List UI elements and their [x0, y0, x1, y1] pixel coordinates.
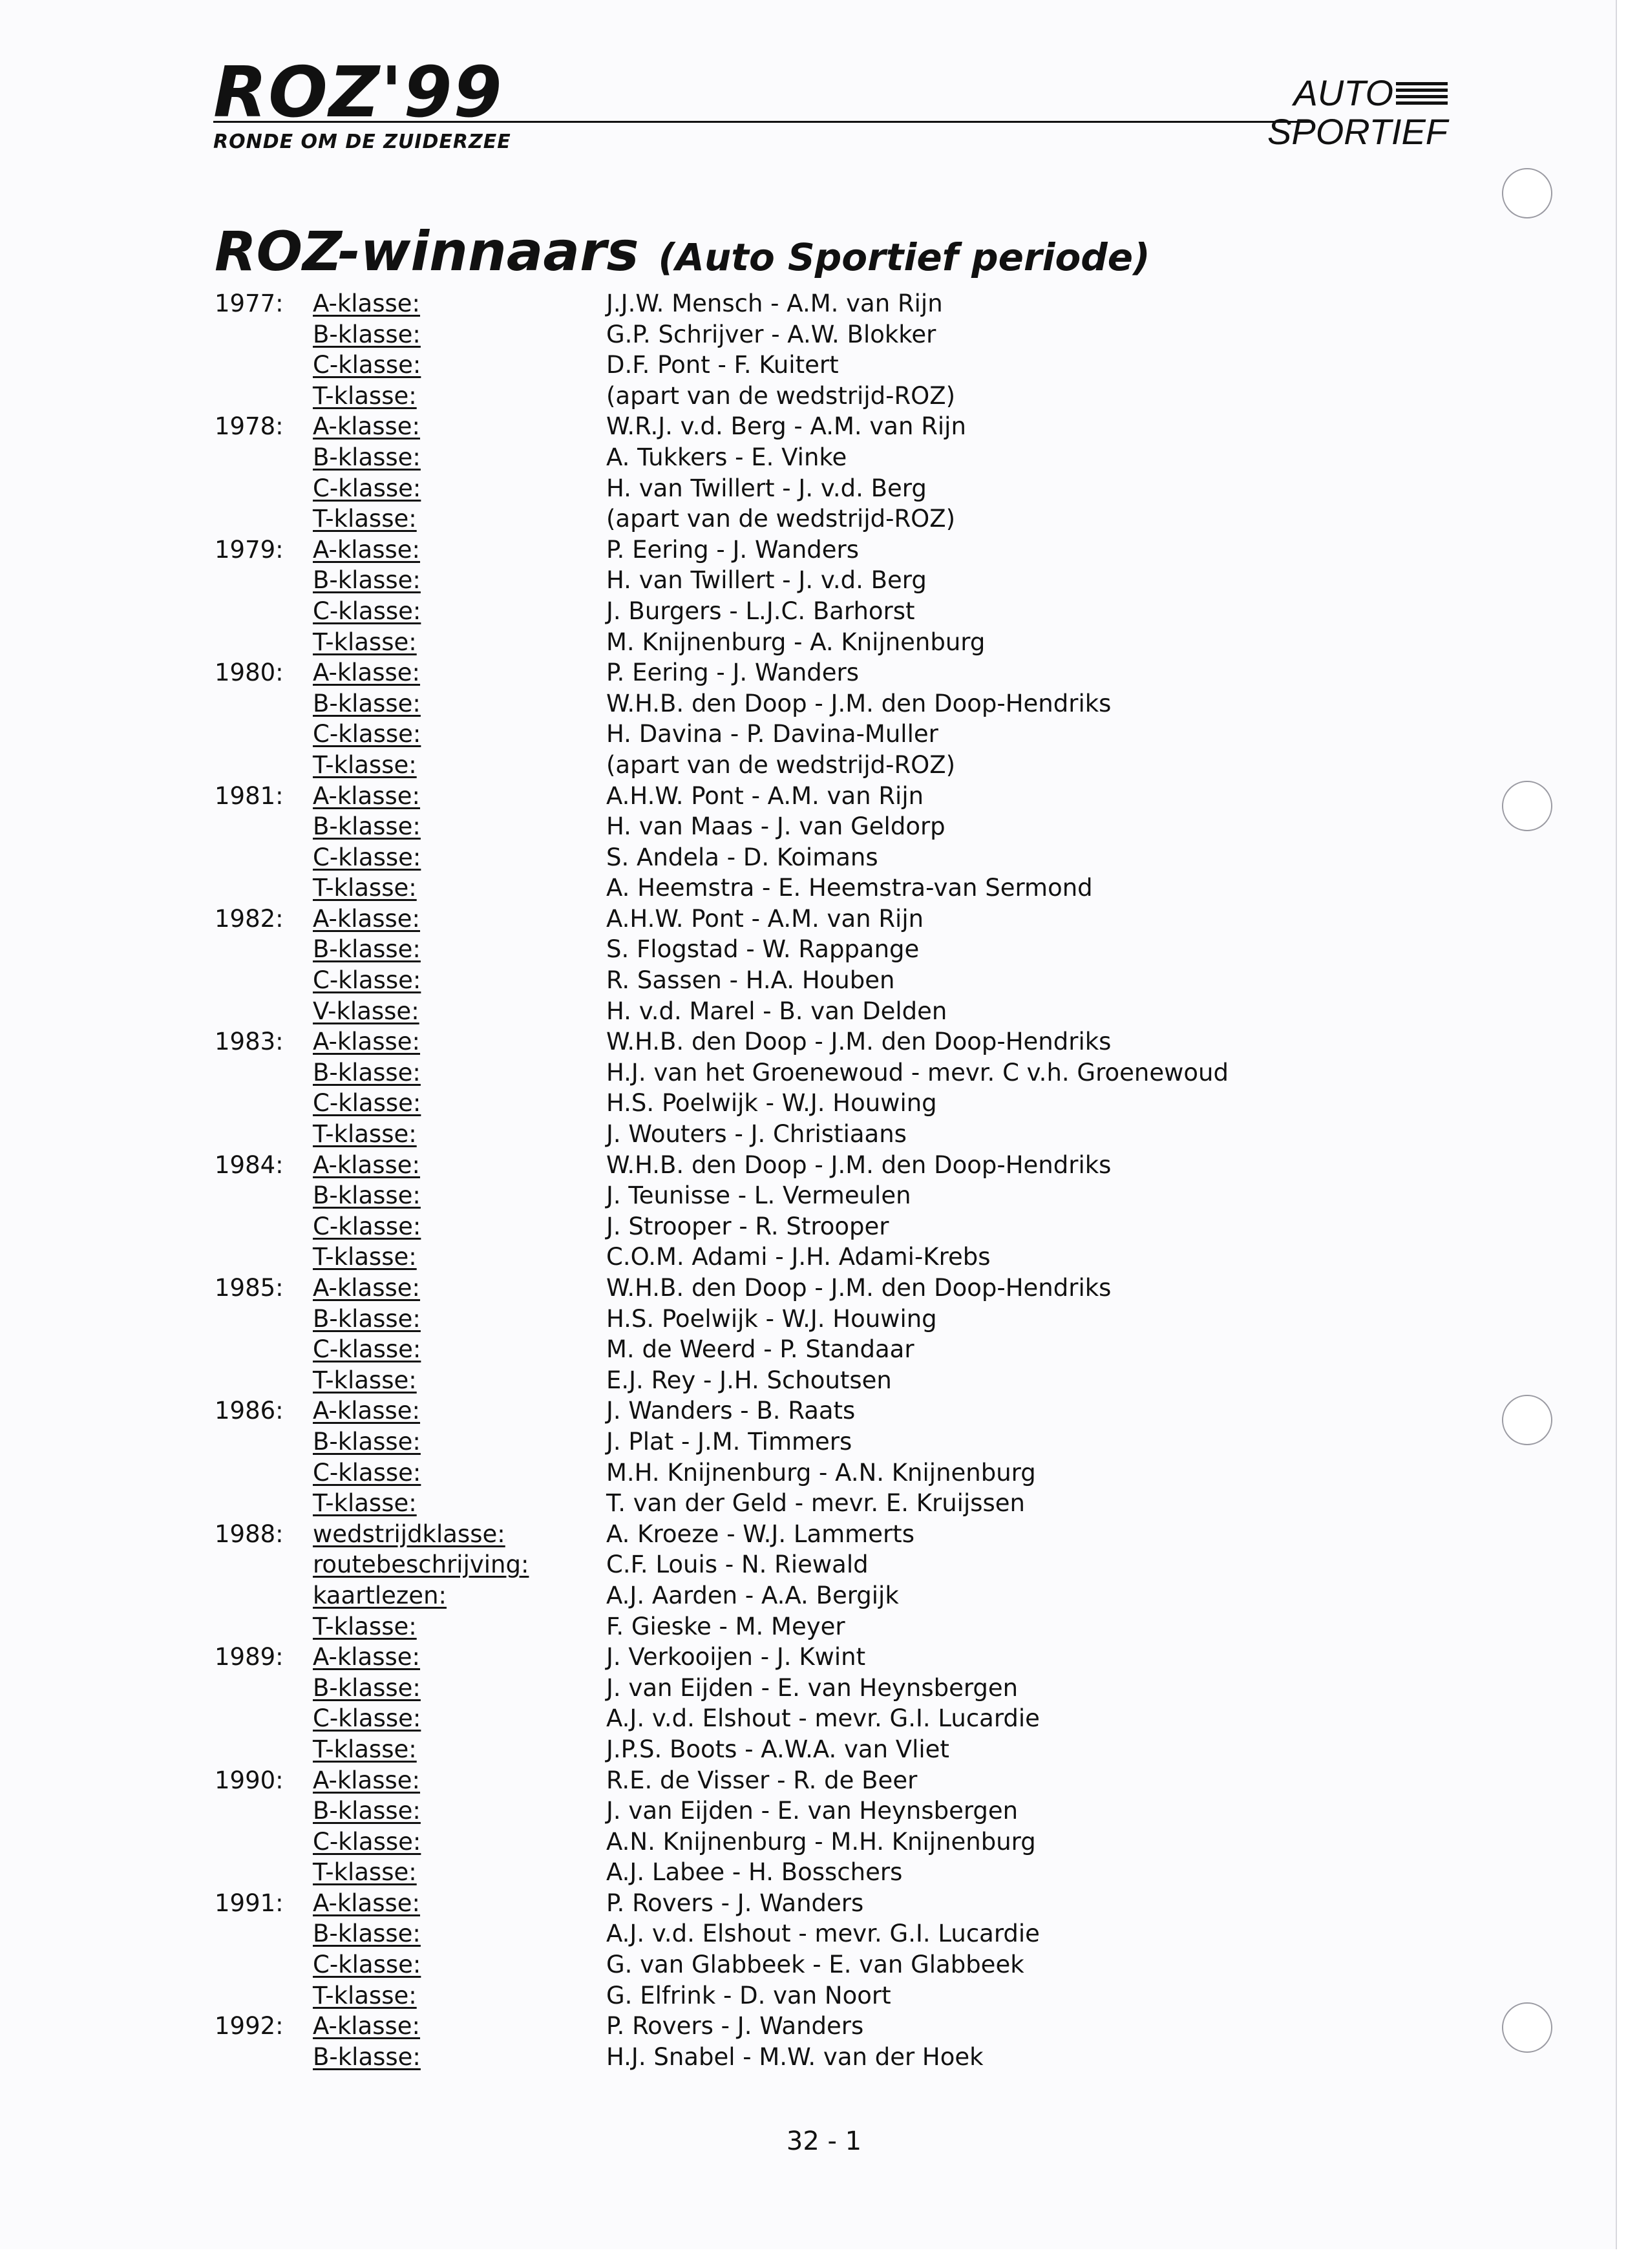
year-label: 1979:	[215, 535, 284, 564]
winner-row	[215, 1519, 1378, 1550]
class-label: B-klasse:	[313, 812, 421, 841]
class-label: T-klasse:	[313, 1612, 417, 1640]
winner-names: H.J. Snabel - M.W. van der Hoek	[606, 2042, 984, 2071]
class-label: A-klasse:	[313, 2012, 421, 2040]
class-label: C-klasse:	[313, 1089, 421, 1118]
class-label: T-klasse:	[313, 1120, 417, 1149]
class-label: T-klasse:	[313, 1858, 417, 1887]
winner-row	[215, 1119, 1378, 1150]
class-label: T-klasse:	[313, 1366, 417, 1394]
winner-row	[215, 1888, 1378, 1919]
winner-names: A.J. Labee - H. Bosschers	[606, 1858, 903, 1887]
class-label: T-klasse:	[313, 628, 417, 656]
winner-names: A.J. v.d. Elshout - mevr. G.I. Lucardie	[606, 1920, 1040, 1948]
winner-row	[215, 1611, 1378, 1642]
class-label: C-klasse:	[313, 1212, 421, 1240]
year-label: 1990:	[215, 1766, 284, 1794]
winner-row	[215, 1673, 1378, 1704]
winner-row	[215, 1365, 1378, 1396]
winner-names: P. Rovers - J. Wanders	[606, 1889, 864, 1917]
winner-names: H. van Maas - J. van Geldorp	[606, 812, 945, 841]
winner-row	[215, 1457, 1378, 1489]
winner-row	[215, 1980, 1378, 2011]
winner-names: T. van der Geld - mevr. E. Kruijssen	[606, 1489, 1026, 1518]
winner-row	[215, 2042, 1378, 2073]
winner-names: M.H. Knijnenburg - A.N. Knijnenburg	[606, 1458, 1036, 1487]
winner-row	[215, 996, 1378, 1027]
class-label: A-klasse:	[313, 1028, 421, 1056]
winner-row	[215, 1088, 1378, 1119]
winner-row	[215, 1242, 1378, 1273]
class-label: C-klasse:	[313, 597, 421, 625]
winner-names: (apart van de wedstrijd-ROZ)	[606, 750, 956, 779]
class-label: C-klasse:	[313, 1827, 421, 1856]
class-label: C-klasse:	[313, 1335, 421, 1364]
winner-row	[215, 565, 1378, 596]
class-label: T-klasse:	[313, 1243, 417, 1271]
winner-row	[215, 381, 1378, 412]
winner-names: R. Sassen - H.A. Houben	[606, 966, 895, 995]
class-label: C-klasse:	[313, 966, 421, 995]
winner-names: H. van Twillert - J. v.d. Berg	[606, 474, 927, 502]
class-label: C-klasse:	[313, 351, 421, 379]
winner-names: H.J. van het Groenewoud - mevr. C v.h. Groenewoud	[606, 1058, 1229, 1086]
class-label: T-klasse:	[313, 874, 417, 902]
class-label: B-klasse:	[313, 1427, 421, 1456]
winner-row	[215, 1796, 1378, 1827]
winner-names: P. Eering - J. Wanders	[606, 659, 860, 687]
winner-names: M. de Weerd - P. Standaar	[606, 1335, 914, 1364]
winner-row	[215, 503, 1378, 535]
winner-row	[215, 719, 1378, 750]
winner-row	[215, 1211, 1378, 1242]
winner-names: A. Tukkers - E. Vinke	[606, 443, 847, 471]
winner-names: G. van Glabbeek - E. van Glabbeek	[606, 1951, 1024, 1979]
class-label: B-klasse:	[313, 443, 421, 471]
winner-row	[215, 288, 1378, 319]
class-label: T-klasse:	[313, 1735, 417, 1763]
winner-names: A.J. Aarden - A.A. Bergijk	[606, 1581, 899, 1609]
year-label: 1986:	[215, 1397, 284, 1425]
winner-row	[215, 1949, 1378, 1980]
winner-row	[215, 1918, 1378, 1949]
winner-names: P. Eering - J. Wanders	[606, 535, 860, 564]
header-rule	[213, 121, 1312, 123]
class-label: A-klasse:	[313, 904, 421, 933]
winner-names: A.J. v.d. Elshout - mevr. G.I. Lucardie	[606, 1704, 1040, 1733]
winner-row	[215, 535, 1378, 566]
year-label: 1980:	[215, 659, 284, 687]
class-label: B-klasse:	[313, 1673, 421, 1702]
roz-logo: ROZ'99	[213, 52, 503, 133]
class-label: routebeschrijving:	[313, 1551, 529, 1579]
class-label: B-klasse:	[313, 935, 421, 964]
class-label: B-klasse:	[313, 566, 421, 595]
winner-names: A.N. Knijnenburg - M.H. Knijnenburg	[606, 1827, 1036, 1856]
winner-row	[215, 1827, 1378, 1858]
winner-names: P. Rovers - J. Wanders	[606, 2012, 864, 2040]
winner-row	[215, 442, 1378, 473]
winner-names: (apart van de wedstrijd-ROZ)	[606, 381, 956, 410]
winner-row	[215, 596, 1378, 627]
winner-names: R.E. de Visser - R. de Beer	[606, 1766, 918, 1794]
class-label: A-klasse:	[313, 412, 421, 441]
class-label: A-klasse:	[313, 1889, 421, 1917]
class-label: C-klasse:	[313, 720, 421, 748]
winner-row	[215, 1057, 1378, 1088]
winner-row	[215, 1395, 1378, 1426]
winner-row	[215, 319, 1378, 350]
winner-names: A.H.W. Pont - A.M. van Rijn	[606, 781, 924, 810]
winner-names: J. Verkooijen - J. Kwint	[606, 1643, 866, 1671]
winner-names: W.R.J. v.d. Berg - A.M. van Rijn	[606, 412, 966, 441]
class-label: C-klasse:	[313, 1951, 421, 1979]
class-label: B-klasse:	[313, 1920, 421, 1948]
winner-row	[215, 842, 1378, 873]
winner-names: D.F. Pont - F. Kuitert	[606, 351, 839, 379]
winner-names: A. Kroeze - W.J. Lammerts	[606, 1520, 914, 1548]
winner-row	[215, 688, 1378, 719]
winner-row	[215, 1150, 1378, 1181]
year-label: 1989:	[215, 1643, 284, 1671]
auto-sportief-logo	[1267, 72, 1448, 152]
winner-row	[215, 627, 1378, 658]
class-label: C-klasse:	[313, 474, 421, 502]
winner-row	[215, 657, 1378, 688]
class-label: A-klasse:	[313, 290, 421, 317]
winner-row	[215, 904, 1378, 935]
winner-names: J. Wouters - J. Christiaans	[606, 1120, 907, 1149]
winner-row	[215, 1334, 1378, 1365]
winner-names: H.S. Poelwijk - W.J. Houwing	[606, 1304, 937, 1333]
winner-names: J. Strooper - R. Strooper	[606, 1212, 889, 1240]
winner-row	[215, 1426, 1378, 1457]
winner-names: J.P.S. Boots - A.W.A. van Vliet	[606, 1735, 949, 1763]
punch-hole	[1502, 168, 1552, 218]
class-label: wedstrijdklasse:	[313, 1520, 505, 1548]
winner-names: W.H.B. den Doop - J.M. den Doop-Hendriks	[606, 1028, 1112, 1056]
winner-names: (apart van de wedstrijd-ROZ)	[606, 505, 956, 533]
class-label: T-klasse:	[313, 381, 417, 410]
title-main: ROZ-winnaars	[215, 220, 639, 283]
winner-row	[215, 1488, 1378, 1519]
class-label: A-klasse:	[313, 1150, 421, 1179]
year-label: 1983:	[215, 1028, 284, 1056]
class-label: A-klasse:	[313, 659, 421, 687]
class-label: B-klasse:	[313, 689, 421, 717]
year-label: 1992:	[215, 2012, 284, 2040]
year-label: 1991:	[215, 1889, 284, 1917]
winner-names: J. Teunisse - L. Vermeulen	[606, 1182, 911, 1210]
winner-names: H. van Twillert - J. v.d. Berg	[606, 566, 927, 595]
winner-row	[215, 411, 1378, 442]
winner-row	[215, 1703, 1378, 1734]
class-label: A-klasse:	[313, 781, 421, 810]
class-label: T-klasse:	[313, 750, 417, 779]
winner-row	[215, 1180, 1378, 1211]
title-sub: (Auto Sportief periode)	[658, 235, 1150, 279]
punch-hole	[1502, 781, 1552, 831]
winner-row	[215, 473, 1378, 504]
class-label: B-klasse:	[313, 1304, 421, 1333]
winner-names: H. Davina - P. Davina-Muller	[606, 720, 938, 748]
winner-names: F. Gieske - M. Meyer	[606, 1612, 845, 1640]
class-label: A-klasse:	[313, 1766, 421, 1794]
winner-row	[215, 1734, 1378, 1765]
page-header	[213, 52, 1448, 168]
winner-row	[215, 934, 1378, 965]
class-label: kaartlezen:	[313, 1581, 447, 1609]
winner-names: C.F. Louis - N. Riewald	[606, 1551, 869, 1579]
class-label: T-klasse:	[313, 1489, 417, 1518]
class-label: C-klasse:	[313, 1704, 421, 1733]
class-label: A-klasse:	[313, 1643, 421, 1671]
winner-row	[215, 965, 1378, 996]
year-label: 1988:	[215, 1520, 284, 1548]
winner-names: W.H.B. den Doop - J.M. den Doop-Hendriks	[606, 1150, 1112, 1179]
class-label: B-klasse:	[313, 320, 421, 348]
year-label: 1985:	[215, 1274, 284, 1302]
winner-row	[215, 1857, 1378, 1888]
class-label: C-klasse:	[313, 843, 421, 871]
winner-row	[215, 781, 1378, 812]
class-label: B-klasse:	[313, 1182, 421, 1210]
winner-names: G. Elfrink - D. van Noort	[606, 1981, 891, 2009]
winner-names: E.J. Rey - J.H. Schoutsen	[606, 1366, 892, 1394]
winner-row	[215, 1304, 1378, 1335]
winner-names: S. Flogstad - W. Rappange	[606, 935, 920, 964]
winner-row	[215, 350, 1378, 381]
winner-names: H.S. Poelwijk - W.J. Houwing	[606, 1089, 937, 1118]
winner-names: M. Knijnenburg - A. Knijnenburg	[606, 628, 986, 656]
class-label: B-klasse:	[313, 2042, 421, 2071]
winner-row	[215, 811, 1378, 842]
brand-bars-icon	[1396, 79, 1448, 108]
class-label: C-klasse:	[313, 1458, 421, 1487]
winner-row	[215, 1642, 1378, 1673]
page-title	[215, 220, 1150, 283]
winner-row	[215, 1549, 1378, 1580]
winner-row	[215, 1765, 1378, 1796]
brand-sportief-text: SPORTIEF	[1267, 111, 1448, 152]
brand-line-1	[1293, 72, 1448, 113]
class-label: T-klasse:	[313, 1981, 417, 2009]
punch-hole	[1502, 1395, 1552, 1445]
winners-list	[215, 288, 1378, 2072]
winner-names: A.H.W. Pont - A.M. van Rijn	[606, 904, 924, 933]
class-label: A-klasse:	[313, 1397, 421, 1425]
winner-row	[215, 750, 1378, 781]
winner-names: G.P. Schrijver - A.W. Blokker	[606, 320, 936, 348]
year-label: 1978:	[215, 412, 284, 441]
brand-auto-text: AUTO	[1293, 72, 1393, 113]
winner-row	[215, 1273, 1378, 1304]
winner-names: C.O.M. Adami - J.H. Adami-Krebs	[606, 1243, 991, 1271]
year-label: 1984:	[215, 1150, 284, 1179]
winner-names: J. Burgers - L.J.C. Barhorst	[606, 597, 915, 625]
winner-row	[215, 1026, 1378, 1057]
winner-names: W.H.B. den Doop - J.M. den Doop-Hendriks	[606, 1274, 1112, 1302]
winner-names: J. Wanders - B. Raats	[606, 1397, 856, 1425]
page-number: 32 - 1	[786, 2126, 862, 2156]
year-label: 1977:	[215, 290, 284, 317]
class-label: A-klasse:	[313, 1274, 421, 1302]
winner-names: J. van Eijden - E. van Heynsbergen	[606, 1797, 1019, 1825]
winner-names: W.H.B. den Doop - J.M. den Doop-Hendriks	[606, 689, 1112, 717]
winner-names: J. Plat - J.M. Timmers	[606, 1427, 852, 1456]
winner-names: J. van Eijden - E. van Heynsbergen	[606, 1673, 1019, 1702]
winner-names: H. v.d. Marel - B. van Delden	[606, 997, 947, 1025]
punch-hole	[1502, 2002, 1552, 2053]
class-label: A-klasse:	[313, 535, 421, 564]
class-label: V-klasse:	[313, 997, 419, 1025]
year-label: 1981:	[215, 781, 284, 810]
class-label: B-klasse:	[313, 1797, 421, 1825]
class-label: T-klasse:	[313, 505, 417, 533]
winner-row	[215, 873, 1378, 904]
winner-names: A. Heemstra - E. Heemstra-van Sermond	[606, 874, 1093, 902]
winner-names: J.J.W. Mensch - A.M. van Rijn	[606, 290, 943, 317]
winner-row	[215, 1580, 1378, 1611]
winner-row	[215, 2011, 1378, 2042]
class-label: B-klasse:	[313, 1058, 421, 1086]
roz-logo-subtitle: RONDE OM DE ZUIDERZEE	[213, 131, 511, 153]
winner-names: S. Andela - D. Koimans	[606, 843, 878, 871]
year-label: 1982:	[215, 904, 284, 933]
